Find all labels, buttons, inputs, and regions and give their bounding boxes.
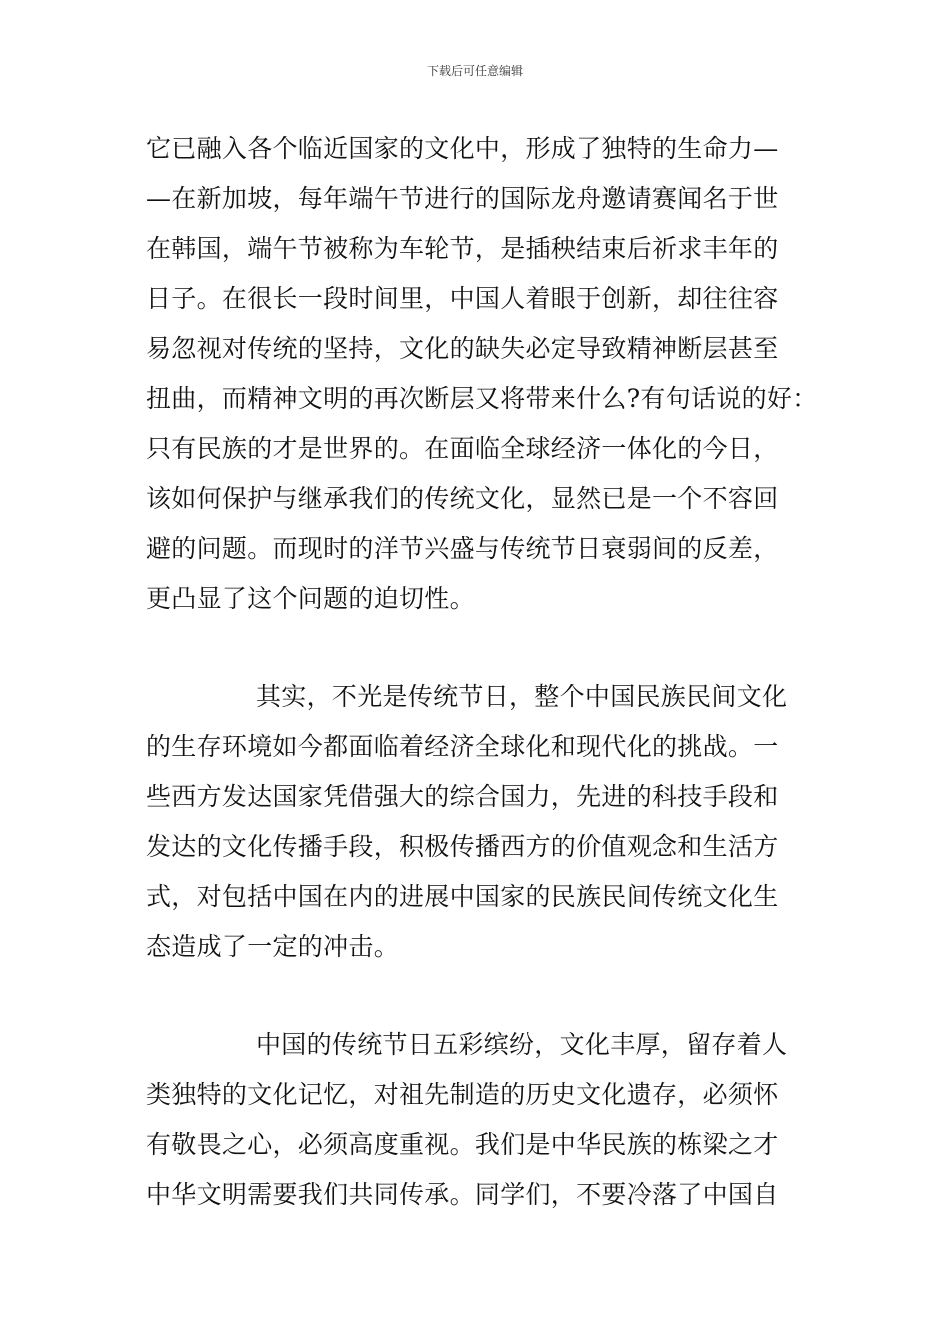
paragraph-line: 有敬畏之心，必须高度重视。我们是中华民族的栋梁之才 bbox=[146, 1130, 779, 1159]
paragraph-line: —在新加坡，每年端午节进行的国际龙舟邀请赛闻名于世 bbox=[146, 184, 779, 213]
paragraph-line: 扭曲，而精神文明的再次断层又将带来什么?有句话说的好： bbox=[146, 384, 818, 413]
paragraph-line: 类独特的文化记忆，对祖先制造的历史文化遗存，必须怀 bbox=[146, 1080, 779, 1109]
paragraph-line: 态造成了一定的冲击。 bbox=[146, 932, 400, 961]
paragraph-line: 中华文明需要我们共同传承。同学们，不要冷落了中国自 bbox=[146, 1180, 779, 1209]
paragraph-line: 式，对包括中国在内的进展中国家的民族民间传统文化生 bbox=[146, 882, 779, 911]
paragraph-line: 易忽视对传统的坚持，文化的缺失必定导致精神断层甚至 bbox=[146, 334, 779, 363]
page-header: 下载后可任意编辑 bbox=[426, 64, 523, 78]
paragraph-line: 的生存环境如今都面临着经济全球化和现代化的挑战。一 bbox=[146, 732, 779, 761]
paragraph-line: 更凸显了这个问题的迫切性。 bbox=[146, 584, 475, 613]
paragraph-line: 只有民族的才是世界的。在面临全球经济一体化的今日， bbox=[146, 434, 779, 463]
paragraph-line: 些西方发达国家凭借强大的综合国力，先进的科技手段和 bbox=[146, 782, 779, 811]
paragraph-line: 避的问题。而现时的洋节兴盛与传统节日衰弱间的反差， bbox=[146, 534, 779, 563]
paragraph-line: 它已融入各个临近国家的文化中，形成了独特的生命力— bbox=[146, 134, 779, 163]
paragraph-line: 发达的文化传播手段，积极传播西方的价值观念和生活方 bbox=[146, 832, 779, 861]
paragraph-line: 中国的传统节日五彩缤纷，文化丰厚，留存着人 bbox=[256, 1030, 788, 1059]
paragraph-line: 日子。在很长一段时间里，中国人着眼于创新，却往往容 bbox=[146, 284, 779, 313]
paragraph-line: 其实，不光是传统节日，整个中国民族民间文化 bbox=[256, 682, 788, 711]
paragraph-line: 该如何保护与继承我们的传统文化，显然已是一个不容回 bbox=[146, 484, 779, 513]
paragraph-line: 在韩国，端午节被称为车轮节，是插秧结束后祈求丰年的 bbox=[146, 234, 779, 263]
